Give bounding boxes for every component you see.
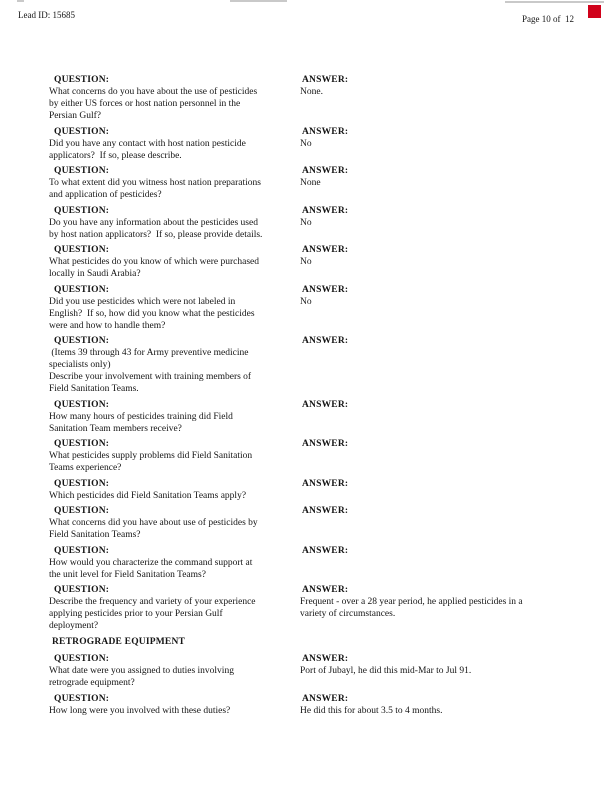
question-cell <box>49 584 300 632</box>
question-label: QUESTION: <box>54 284 110 295</box>
answer-text-line: None. <box>300 87 323 97</box>
question-text-line: locally in Saudi Arabia? <box>49 269 141 279</box>
question-cell <box>49 478 300 502</box>
qa-row <box>49 335 549 395</box>
question-text-line: (Items 39 through 43 for Army preventive medicine <box>49 348 249 358</box>
qa-row <box>49 478 549 502</box>
question-cell <box>49 653 300 689</box>
question-cell <box>49 545 300 581</box>
answer-label: ANSWER: <box>302 654 349 664</box>
question-cell <box>49 335 300 395</box>
question-text-line: Field Sanitation Teams? <box>49 530 141 540</box>
answer-label: ANSWER: <box>302 126 349 137</box>
question-text-line: Did you have any contact with host nation pesticide <box>49 138 246 149</box>
answer-label: ANSWER: <box>302 585 349 595</box>
answer-text-line: Frequent - over a 28 year period, he applied pesticides in a <box>300 597 523 607</box>
question-text-line: by either US forces or host nation personnel in the <box>49 99 241 109</box>
question-label: QUESTION: <box>54 545 110 556</box>
question-label: QUESTION: <box>54 478 110 489</box>
question-text-line: What date were you assigned to duties involving <box>49 666 234 676</box>
answer-cell <box>300 284 549 332</box>
question-text-line: Persian Gulf? <box>49 111 101 121</box>
answer-cell <box>300 399 549 435</box>
question-cell <box>49 693 300 717</box>
scan-artifact <box>505 1 604 3</box>
question-text-line: Teams experience? <box>49 463 122 473</box>
qa-rows <box>49 74 549 720</box>
qa-row <box>49 438 549 474</box>
answer-text-line: No <box>300 296 312 307</box>
answer-cell <box>300 74 549 122</box>
question-label: QUESTION: <box>54 585 110 595</box>
question-text-line: What pesticides supply problems did Field Sanitation <box>49 451 253 461</box>
qa-row <box>49 244 549 280</box>
question-label: QUESTION: <box>54 336 110 346</box>
section-heading: RETROGRADE EQUIPMENT <box>52 637 186 647</box>
answer-cell <box>300 505 549 541</box>
question-cell <box>49 505 300 541</box>
answer-label: ANSWER: <box>302 166 349 176</box>
answer-text-line: Port of Jubayl, he did this mid-Mar to Jul 91. <box>300 666 472 676</box>
qa-row <box>49 693 549 717</box>
question-text-line: Sanitation Team members receive? <box>49 423 182 434</box>
answer-cell <box>300 693 549 717</box>
answer-label: ANSWER: <box>302 478 349 489</box>
page-number-label: Page 10 of 12 <box>522 14 574 24</box>
question-cell <box>49 126 300 162</box>
answer-label: ANSWER: <box>302 399 349 410</box>
question-text-line: applying pesticides prior to your Persian Gulf <box>49 609 223 619</box>
question-label: QUESTION: <box>54 166 110 176</box>
question-text-line: and application of pesticides? <box>49 190 162 200</box>
question-cell <box>49 165 300 201</box>
answer-label: ANSWER: <box>302 336 349 346</box>
answer-label: ANSWER: <box>302 693 349 704</box>
question-text-line: How long were you involved with these duties? <box>49 705 231 716</box>
answer-label: ANSWER: <box>302 506 349 516</box>
question-text-line: How would you characterize the command support at <box>49 557 253 568</box>
qa-row <box>49 584 549 632</box>
question-text-line: deployment? <box>49 621 99 631</box>
answer-cell <box>300 478 549 502</box>
answer-text-line: variety of circumstances. <box>300 609 396 619</box>
answer-text-line: He did this for about 3.5 to 4 months. <box>300 705 443 716</box>
question-cell <box>49 244 300 280</box>
answer-cell <box>300 205 549 241</box>
scan-artifact <box>17 0 24 2</box>
question-text-line: the unit level for Field Sanitation Teams? <box>49 569 206 580</box>
question-text-line: retrograde equipment? <box>49 678 135 688</box>
question-text-line: What concerns do you have about the use of pesticides <box>49 87 258 97</box>
question-label: QUESTION: <box>54 654 110 664</box>
scan-artifact <box>230 0 287 2</box>
qa-row <box>49 505 549 541</box>
question-label: QUESTION: <box>54 245 110 255</box>
answer-label: ANSWER: <box>302 545 349 556</box>
red-square-marker <box>588 5 601 18</box>
qa-row <box>49 653 549 689</box>
question-cell <box>49 74 300 122</box>
question-text-line: Field Sanitation Teams. <box>49 384 139 394</box>
question-label: QUESTION: <box>54 439 110 449</box>
question-text-line: To what extent did you witness host nation preparations <box>49 178 261 188</box>
question-cell <box>49 438 300 474</box>
answer-label: ANSWER: <box>302 205 349 216</box>
lead-id-label: Lead ID: 15685 <box>18 10 75 20</box>
question-label: QUESTION: <box>54 126 110 137</box>
qa-row <box>49 165 549 201</box>
question-text-line: Describe the frequency and variety of your experience <box>49 597 256 607</box>
question-text-line: Do you have any information about the pesticides used <box>49 217 258 228</box>
question-text-line: English? If so, how did you know what the pesticides <box>49 308 255 319</box>
question-label: QUESTION: <box>54 75 110 85</box>
qa-row <box>49 205 549 241</box>
qa-row <box>49 399 549 435</box>
question-label: QUESTION: <box>54 506 110 516</box>
answer-cell <box>300 438 549 474</box>
answer-cell <box>300 126 549 162</box>
question-label: QUESTION: <box>54 205 110 216</box>
qa-row <box>49 545 549 581</box>
answer-text-line: No <box>300 217 312 228</box>
question-text-line: Did you use pesticides which were not labeled in <box>49 296 236 307</box>
answer-text-line: None <box>300 178 321 188</box>
answer-cell <box>300 545 549 581</box>
answer-cell <box>300 335 549 395</box>
answer-label: ANSWER: <box>302 284 349 295</box>
answer-cell <box>300 584 549 632</box>
question-text-line: What concerns did you have about use of pesticides by <box>49 518 258 528</box>
answer-text-line: No <box>300 138 312 149</box>
answer-label: ANSWER: <box>302 439 349 449</box>
question-text-line: were and how to handle them? <box>49 320 166 331</box>
question-cell <box>49 284 300 332</box>
qa-row <box>49 284 549 332</box>
qa-row <box>49 126 549 162</box>
question-cell <box>49 205 300 241</box>
answer-cell <box>300 244 549 280</box>
question-text-line: What pesticides do you know of which were purchased <box>49 257 259 267</box>
answer-text-line: No <box>300 257 312 267</box>
question-label: QUESTION: <box>54 399 110 410</box>
question-cell <box>49 399 300 435</box>
question-text-line: by host nation applicators? If so, please provide details. <box>49 229 263 240</box>
question-text-line: Describe your involvement with training members of <box>49 372 252 382</box>
question-label: QUESTION: <box>54 693 110 704</box>
qa-row <box>49 74 549 122</box>
answer-label: ANSWER: <box>302 75 349 85</box>
answer-label: ANSWER: <box>302 245 349 255</box>
question-text-line: How many hours of pesticides training did Field <box>49 411 233 422</box>
question-text-line: applicators? If so, please describe. <box>49 150 182 161</box>
answer-cell <box>300 165 549 201</box>
question-text-line: specialists only) <box>49 360 111 370</box>
question-text-line: Which pesticides did Field Sanitation Teams apply? <box>49 490 247 501</box>
answer-cell <box>300 653 549 689</box>
